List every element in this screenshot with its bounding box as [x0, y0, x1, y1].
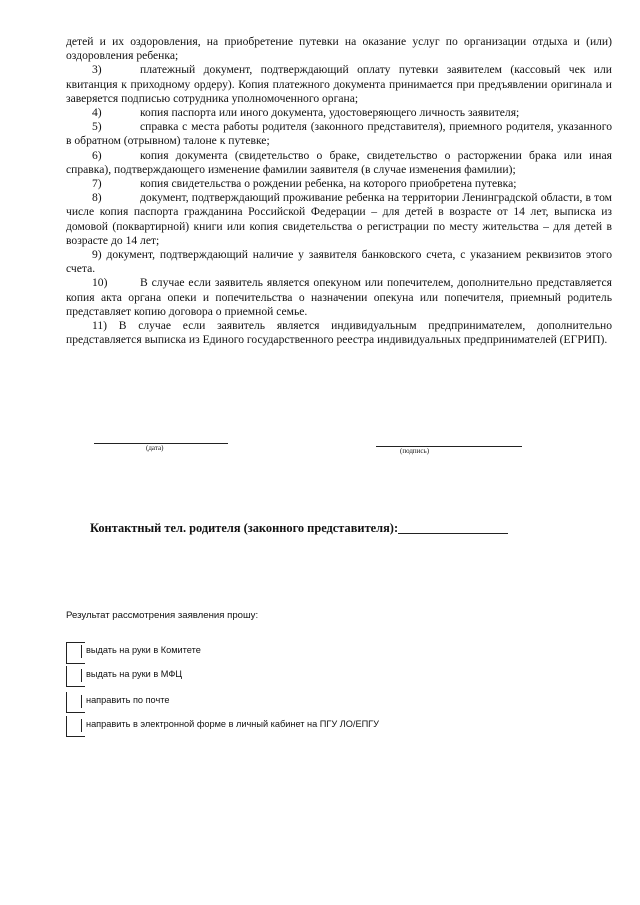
- paragraph-7: 7) копия свидетельства о рождении ребенка, на которого приобретена путевка;: [92, 177, 517, 191]
- contact-label: Контактный тел. родителя (законного представителя):: [90, 521, 399, 535]
- paragraph-2-cont: детей и их оздоровления, на приобретение путевки на оказание услуг по организации отдыха и (или) оздоровления ребенка;: [66, 35, 612, 63]
- checkbox-mail[interactable]: [66, 692, 85, 713]
- checkbox-committee[interactable]: [66, 642, 85, 664]
- result-title: Результат рассмотрения заявления прошу:: [66, 610, 259, 621]
- checkbox-mfc[interactable]: [66, 666, 85, 687]
- paragraph-11: 11) В случае если заявитель является индивидуальным предпринимателем, дополнительно представляется выписка из Единого государственного реестра индивидуальных предпринимателей (ЕГРИП).: [66, 319, 612, 347]
- option-label: выдать на руки в МФЦ: [86, 669, 183, 679]
- option-label: направить в электронной форме в личный кабинет на ПГУ ЛО/ЕПГУ: [86, 719, 379, 729]
- document-body: [66, 35, 612, 347]
- contact-phone: [90, 521, 530, 536]
- paragraph-9: 9) документ, подтверждающий наличие у заявителя банковского счета, с указанием реквизитов этого счета.: [66, 248, 612, 276]
- signature-line: [376, 446, 522, 455]
- paragraph-10: 10) В случае если заявитель является опекуном или попечителем, дополнительно представляется копия акта органа опеки и попечительства о назначении опекуна или попечителя, приемный родитель представляет копию договора о приемной семье.: [66, 276, 612, 318]
- checkbox-electronic[interactable]: [66, 716, 85, 737]
- contact-phone-field[interactable]: [398, 522, 508, 534]
- paragraph-4: 4) копия паспорта или иного документа, удостоверяющего личность заявителя;: [92, 106, 520, 120]
- date-caption: (дата): [146, 444, 164, 452]
- date-line: [94, 443, 228, 452]
- paragraph-3: 3) платежный документ, подтверждающий оплату путевки заявителем (кассовый чек или квитанция к приходному ордеру). Копия платежного документа принимается при предъявлении оригинала и заверяется подписью сотрудника уполномоченного органа;: [66, 63, 612, 105]
- option-label: направить по почте: [86, 695, 170, 705]
- option-label: выдать на руки в Комитете: [86, 645, 201, 655]
- paragraph-8: 8) документ, подтверждающий проживание ребенка на территории Ленинградской области, в том числе копия паспорта гражданина Российской Федерации – для детей в возрасте от 14 лет, выписка из домовой (поквартирной) книги или копия свидетельства о регистрации по месту жительства – для детей в возрасте до 14 лет;: [66, 191, 612, 247]
- paragraph-5: 5) справка с места работы родителя (законного представителя), приемного родителя, указанного в обратном (отрывном) талоне к путевке;: [66, 120, 612, 148]
- paragraph-6: 6) копия документа (свидетельство о браке, свидетельство о расторжении брака или иная справка), подтверждающего изменение фамилии заявителя (в случае изменения фамилии);: [66, 148, 612, 176]
- signature-caption: (подпись): [400, 447, 430, 455]
